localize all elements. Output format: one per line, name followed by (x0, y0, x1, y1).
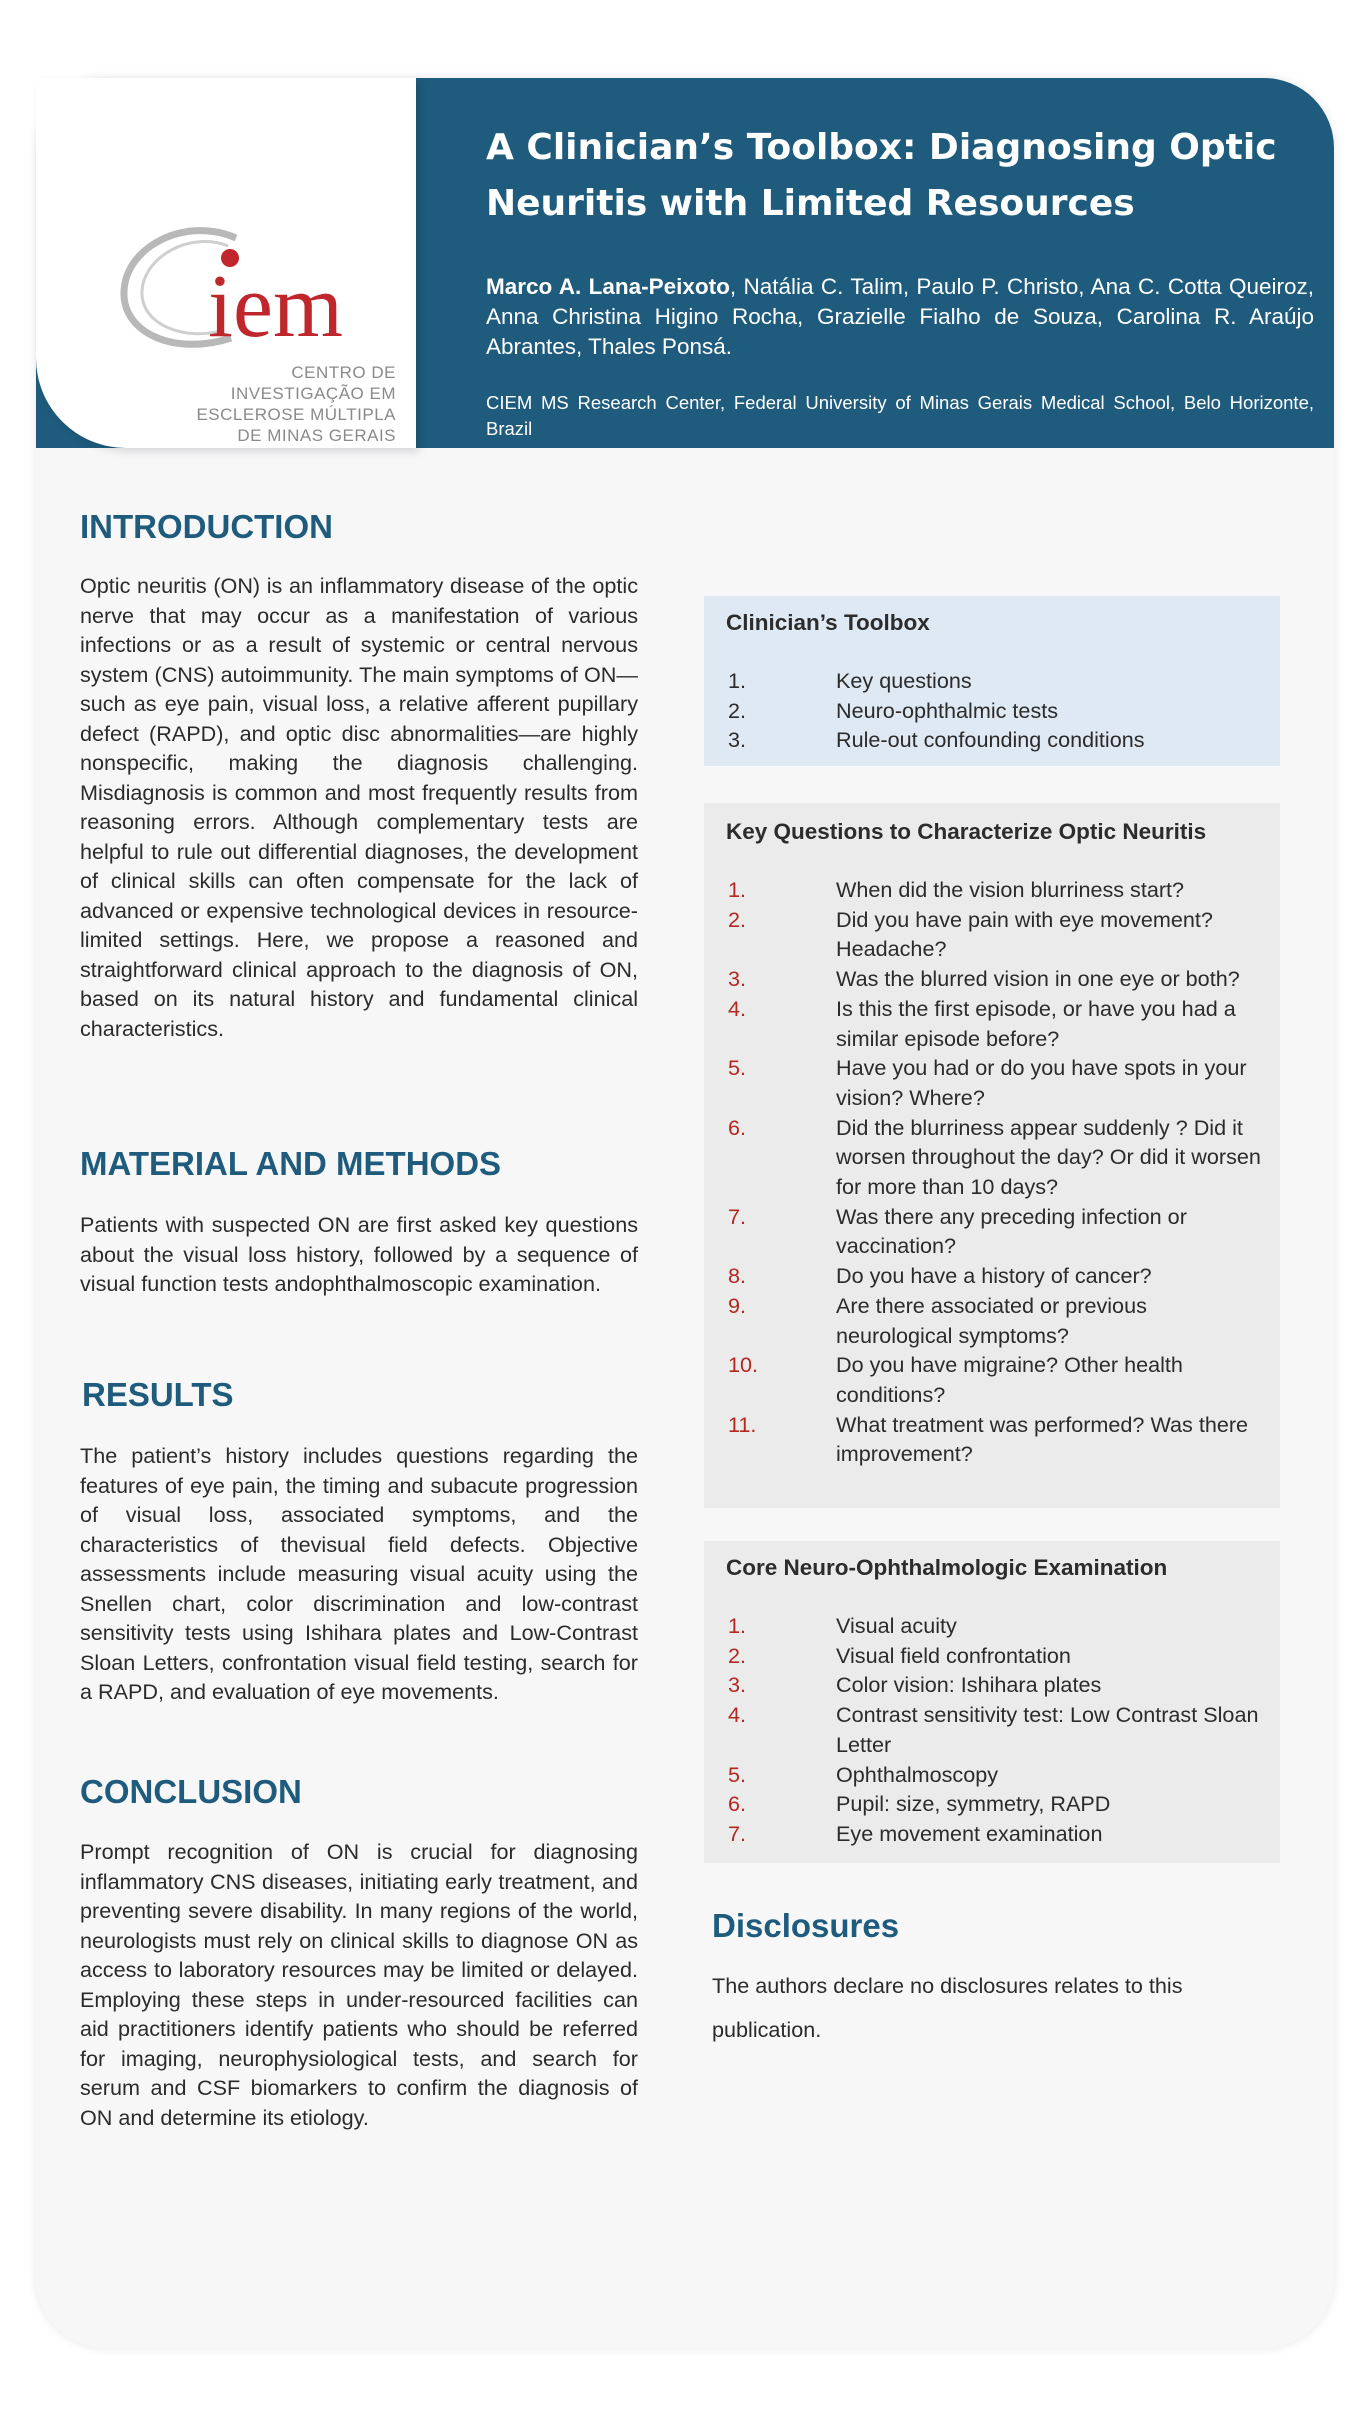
list-item: 3. Rule-out confounding conditions (728, 727, 1145, 753)
introduction-body: Optic neuritis (ON) is an inflammatory disease of the optic nerve that may occur as a manifestation of various infections or as a result of systemic or central nervous system (CNS) autoimmunity. The main symptoms of ON—such as eye pain, visual loss, a relative afferent pupillary defect (RAPD), and optic disc abnormalities—are highly nonspecific, making the diagnosis challenging. Misdiagnosis is common and most frequently results from reasoning errors. Although complementary tests are helpful to rule out differential diagnoses, the development of clinical skills can often compensate for the lack of advanced or expensive technological devices in resource-limited settings. Here, we propose a reasoned and straightforward clinical approach to the diagnosis of ON, based on its natural history and fundamental clinical characteristics. (80, 573, 638, 1041)
key-questions-title: Key Questions to Characterize Optic Neuritis (726, 819, 1207, 844)
logo-line2: INVESTIGAÇÃO EM (230, 384, 396, 403)
logo-mark: iem (208, 257, 343, 356)
introduction-heading: INTRODUCTION (80, 508, 333, 545)
core-exam-list (726, 1611, 1266, 1849)
list-item: 8. Do you have a history of cancer? (728, 1263, 1152, 1289)
key-questions-list (726, 875, 1266, 1469)
results-body: The patient’s history includes questions regarding the features of eye pain, the timing and subacute progression of visual loss, associated symptoms, and the characteristics of thevisual field defects. Objective assessments include measuring visual acuity using the Snellen chart, color discrimination and low-contrast sensitivity tests using Ishihara plates and Low-Contrast Sloan Letters, confrontation visual field testing, search for a RAPD, and evaluation of eye movements. (80, 1443, 638, 1704)
author-list (486, 272, 1314, 362)
list-item: 11. What treatment was performed? Was there improvement? (728, 1411, 1249, 1467)
list-item: 5. Ophthalmoscopy (728, 1761, 999, 1787)
list-item: 9. Are there associated or previous neurological symptoms? (728, 1292, 1147, 1348)
conclusion-heading: CONCLUSION (80, 1773, 302, 1810)
toolbox-list (726, 666, 1266, 755)
toolbox-title: Clinician’s Toolbox (726, 610, 930, 635)
list-item: 3. Was the blurred vision in one eye or both? (728, 966, 1240, 992)
disclosures-heading: Disclosures (712, 1907, 900, 1944)
list-item: 4. Is this the first episode, or have you had a similar episode before? (728, 995, 1236, 1051)
poster-title: A Clinician’s Toolbox: Diagnosing Optic Neuritis with Limited Resources (486, 127, 1277, 225)
disclosures-body: The authors declare no disclosures relates to this publication. (712, 1973, 1183, 2042)
ciem-logo (116, 216, 416, 366)
list-item: 10. Do you have migraine? Other health conditions? (728, 1352, 1183, 1407)
core-exam-title: Core Neuro-Ophthalmologic Examination (726, 1555, 1168, 1580)
coauthors: , Natália C. Talim, Paulo P. Christo, Ana C. Cotta Queiroz, Anna Christina Higino Rocha, Grazielle Fialho de Souza, Carolina R. Araújo Abrantes, Thales Ponsá. (486, 274, 1314, 359)
list-item: 1. When did the vision blurriness start? (728, 877, 1185, 902)
logo-line3: ESCLEROSE MÚLTIPLA (196, 405, 396, 424)
conclusion-body: Prompt recognition of ON is crucial for diagnosing inflammatory CNS diseases, initiating early treatment, and preventing severe disability. In many regions of the world, neurologists must rely on clinical skills to diagnose ON as access to laboratory resources may be limited or delayed. Employing these steps in under-resourced facilities can aid practitioners identify patients who should be referred for imaging, neurophysiological tests, and search for serum and CSF biomarkers to confirm the diagnosis of ON and determine its etiology. (80, 1839, 638, 2130)
list-item: 5. Have you had or do you have spots in your vision? Where? (728, 1055, 1247, 1110)
results-heading: RESULTS (82, 1376, 234, 1413)
lead-author: Marco A. Lana-Peixoto (486, 274, 730, 299)
methods-body: Patients with suspected ON are first asked key questions about the visual loss history, followed by a sequence of visual function tests andophthalmoscopic examination. (80, 1212, 638, 1296)
list-item: 2. Neuro-ophthalmic tests (728, 697, 1059, 723)
logo-wordmark (186, 362, 396, 446)
methods-heading: MATERIAL AND METHODS (80, 1145, 502, 1182)
logo-line1: CENTRO DE (291, 363, 396, 382)
core-exam-box (704, 1541, 1280, 1863)
list-item: 6. Did the blurriness appear suddenly ? Did it worsen throughout the day? Or did it worsen for more than 10 days? (728, 1114, 1261, 1200)
list-item: 1. Visual acuity (728, 1613, 957, 1638)
toolbox-box (704, 596, 1280, 766)
list-item: 7. Eye movement examination (728, 1820, 1103, 1846)
list-item: 1. Key questions (728, 668, 972, 693)
list-item: 3. Color vision: Ishihara plates (728, 1672, 1102, 1698)
list-item: 4. Contrast sensitivity test: Low Contrast Sloan Letter (728, 1702, 1259, 1757)
affiliation: CIEM MS Research Center, Federal University of Minas Gerais Medical School, Belo Horizonte, Brazil (486, 392, 1314, 439)
key-questions-box (704, 803, 1280, 1508)
list-item: 2. Did you have pain with eye movement? Headache? (728, 906, 1213, 962)
list-item: 6. Pupil: size, symmetry, RAPD (728, 1791, 1111, 1817)
logo-panel (36, 78, 416, 448)
logo-line4: DE MINAS GERAIS (237, 426, 396, 445)
list-item: 7. Was there any preceding infection or vaccination? (728, 1203, 1187, 1259)
list-item: 2. Visual field confrontation (728, 1642, 1071, 1668)
